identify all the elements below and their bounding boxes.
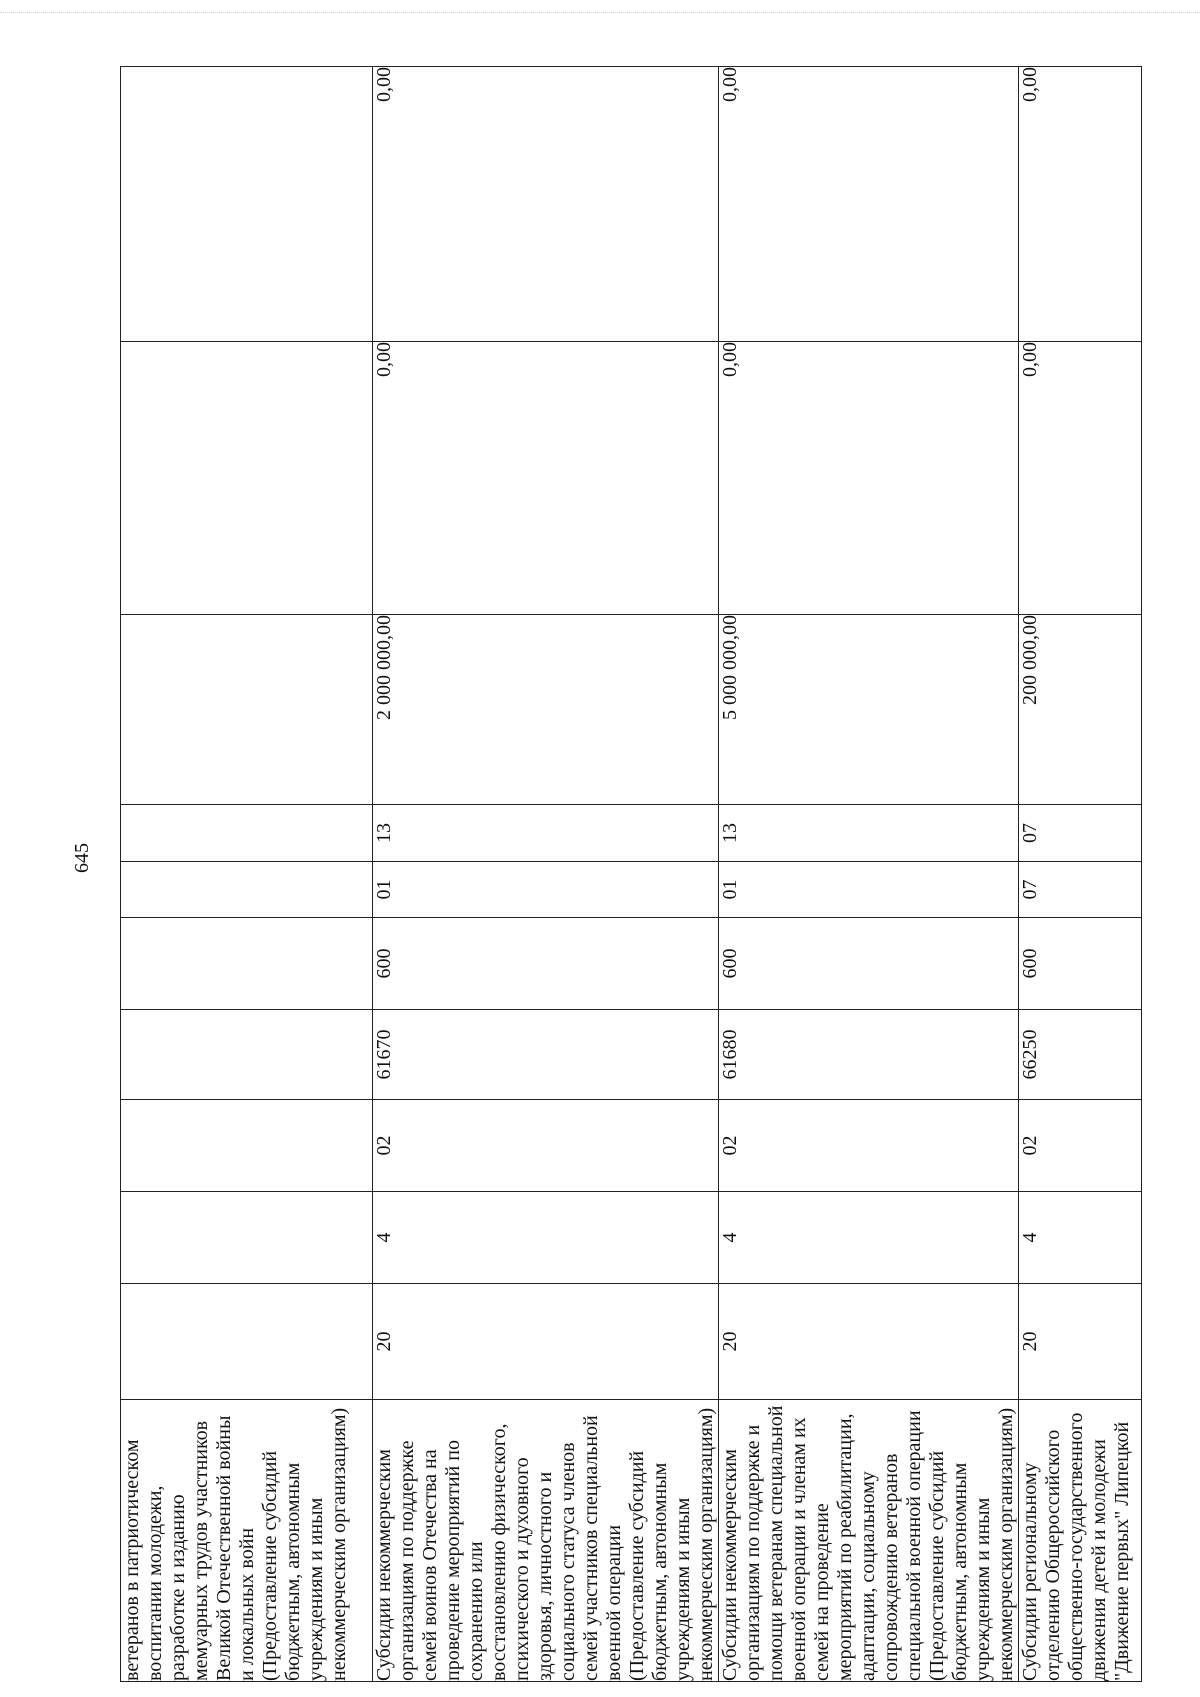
row-sum-1: 2 000 000,00 [373, 615, 719, 805]
row-description: ветеранов в патриотическом воспитании молодежи, разработке и изданию мемуарных трудов участников Великой Отечественной войны и локальных войн (Предоставление субсидий бюджетным, автономным учреждениям и иным некоммерческим организациям) [121, 1400, 373, 1682]
row-code-5: 600 [373, 918, 719, 1010]
row-code-1: 20 [1019, 1284, 1142, 1400]
row-code-1: 20 [719, 1284, 1019, 1400]
row-description: Субсидии некоммерческим организациям по поддержке и помощи ветеранам специальной военной операции и членам их семей на проведение мероприятий по реабилитации, адаптации, социальному сопровождению ветеранов специальной военной операции (Предоставление субсидий бюджетным, автономным учреждениям и иным некоммерческим организациям) [719, 1400, 1019, 1682]
row-sum-3: 0,00 [373, 67, 719, 342]
row-sum-3 [121, 67, 373, 342]
row-sum-3: 0,00 [1019, 67, 1142, 342]
row-code-7 [121, 805, 373, 862]
table-row [373, 67, 719, 1682]
row-code-6: 01 [719, 862, 1019, 918]
row-code-3: 02 [1019, 1100, 1142, 1192]
row-sum-1: 5 000 000,00 [719, 615, 1019, 805]
row-code-4: 66250 [1019, 1010, 1142, 1100]
row-sum-1: 200 000,00 [1019, 615, 1142, 805]
row-code-7: 13 [719, 805, 1019, 862]
table-row [719, 67, 1019, 1682]
row-sum-2 [121, 342, 373, 615]
row-sum-1 [121, 615, 373, 805]
page-number: 645 [71, 843, 93, 873]
row-sum-3: 0,00 [719, 67, 1019, 342]
row-code-2: 4 [719, 1192, 1019, 1284]
row-code-5: 600 [719, 918, 1019, 1010]
row-code-7: 13 [373, 805, 719, 862]
row-sum-2: 0,00 [719, 342, 1019, 615]
row-code-4: 61670 [373, 1010, 719, 1100]
row-code-5: 600 [1019, 918, 1142, 1010]
row-code-5 [121, 918, 373, 1010]
row-code-4: 61680 [719, 1010, 1019, 1100]
row-code-3 [121, 1100, 373, 1192]
row-code-1: 20 [373, 1284, 719, 1400]
row-description: Субсидии некоммерческим организациям по поддержке семей воинов Отечества на проведение мероприятий по сохранению или восстановлению физического, психического и духовного здоровья, личностного и социального статуса членов семей участников специальной военной операции (Предоставление субсидий бюджетным, автономным учреждениям и иным некоммерческим организациям) [373, 1400, 719, 1682]
row-code-6: 01 [373, 862, 719, 918]
table-row [1019, 67, 1142, 1682]
scan-edge-line [0, 12, 1200, 13]
row-code-4 [121, 1010, 373, 1100]
row-code-6 [121, 862, 373, 918]
rotated-table-container [120, 67, 1133, 1682]
row-code-3: 02 [719, 1100, 1019, 1192]
row-sum-2: 0,00 [373, 342, 719, 615]
row-description: Субсидии региональному отделению Общероссийского общественно-государственного движения детей и молодежи "Движение первых" Липецкой [1019, 1400, 1142, 1682]
row-code-6: 07 [1019, 862, 1142, 918]
row-code-3: 02 [373, 1100, 719, 1192]
row-code-2: 4 [373, 1192, 719, 1284]
row-code-7: 07 [1019, 805, 1142, 862]
row-code-2 [121, 1192, 373, 1284]
row-code-2: 4 [1019, 1192, 1142, 1284]
budget-table [120, 66, 1142, 1682]
row-code-1 [121, 1284, 373, 1400]
table-row [121, 67, 373, 1682]
row-sum-2: 0,00 [1019, 342, 1142, 615]
